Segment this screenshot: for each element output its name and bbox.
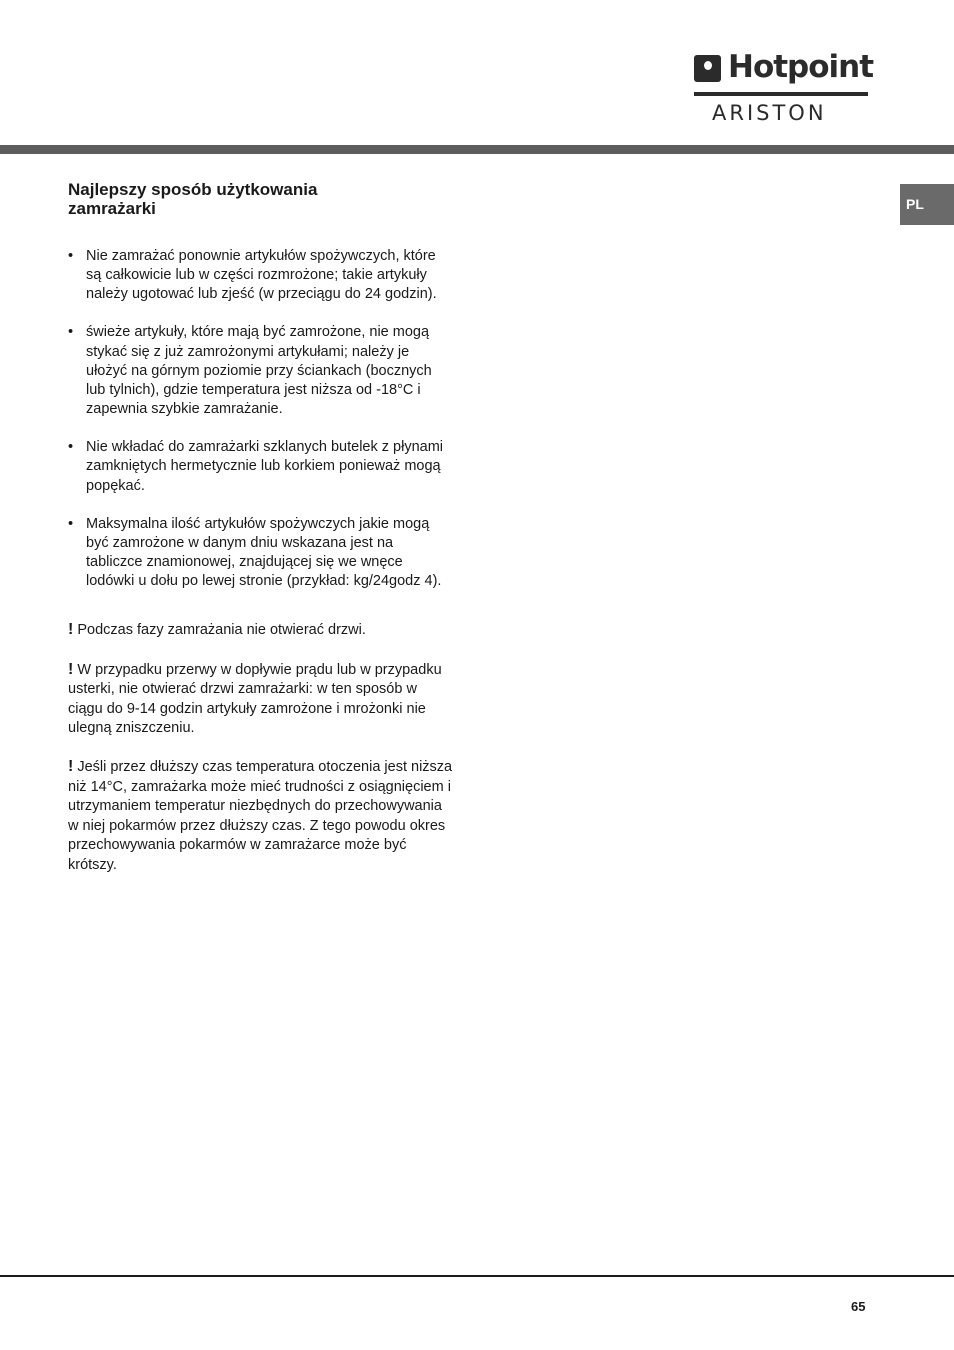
logo-wordmark-hotpoint: Hotpoint: [728, 49, 874, 85]
warning-note-text: Jeśli przez dłuższy czas temperatura otoczenia jest niższa niż 14°C, zamrażarka może mieć trudności z osiągnięciem i utrzymaniem temperatur niezbędnych do przechowywania w niej pokarmów przez dłuższy czas. Z tego powodu okres przechowywania pokarmów w zamrażarce może być krótszy.: [68, 759, 453, 873]
warning-icon: !: [68, 660, 74, 678]
list-item: [68, 247, 453, 305]
warning-note: [68, 757, 453, 874]
logo-divider: [694, 92, 868, 96]
bullet-list: [68, 247, 453, 591]
logo-top-row: [694, 49, 874, 86]
warning-note-text: Podczas fazy zamrażania nie otwierać drzwi.: [77, 622, 366, 639]
header-band: [0, 145, 954, 154]
bullet-icon: •: [68, 324, 74, 341]
warning-notes: [68, 620, 453, 874]
bullet-icon: •: [68, 248, 74, 264]
brand-logo: [694, 49, 874, 126]
main-content: [68, 180, 453, 894]
list-item-text: Maksymalna ilość artykułów spożywczych jakie mogą być zamrożone w danym dniu wskazana jest na tabliczce znamionowej, znajdującej się we wnęce lodówki u dołu po lewej stronie (przykład: kg/24godz 4).: [86, 515, 442, 590]
warning-icon: !: [68, 621, 74, 639]
logo-mark-icon: [694, 55, 721, 82]
list-item: [68, 438, 453, 496]
logo-wordmark-ariston: ARISTON: [712, 101, 827, 125]
bullet-icon: •: [68, 515, 74, 532]
list-item: [68, 515, 453, 592]
language-tab: PL: [900, 184, 954, 225]
footer-divider: [0, 1275, 954, 1277]
bullet-icon: •: [68, 439, 74, 456]
warning-note: [68, 620, 453, 640]
warning-note-text: W przypadku przerwy w dopływie prądu lub w przypadku usterki, nie otwierać drzwi zamrażarki: w ten sposób w ciągu do 9-14 godzin artykuły zamrożone i mrożonki nie ulegną zniszczeniu.: [68, 661, 442, 737]
list-item-text: Nie zamrażać ponownie artykułów spożywczych, które są całkowicie lub w części rozmrożone; takie artykuły należy ugotować lub zjeść (w przeciągu do 24 godzin).: [86, 248, 437, 303]
page-number: 65: [851, 1299, 866, 1314]
list-item-text: świeże artykuły, które mają być zamrożone, nie mogą stykać się z już zamrożonymi artykułami; należy je ułożyć na górnym poziomie przy ściankach (bocznych lub tylnich), gdzie temperatura jest niższa od -18°C i zapewnia szybkie zamrażanie.: [86, 324, 432, 418]
warning-icon: !: [68, 758, 74, 776]
list-item: [68, 323, 453, 419]
list-item-text: Nie wkładać do zamrażarki szklanych butelek z płynami zamkniętych hermetycznie lub korkiem ponieważ mogą popękać.: [86, 439, 444, 494]
section-title: Najlepszy sposób użytkowania zamrażarki: [68, 180, 318, 218]
warning-note: [68, 660, 453, 739]
